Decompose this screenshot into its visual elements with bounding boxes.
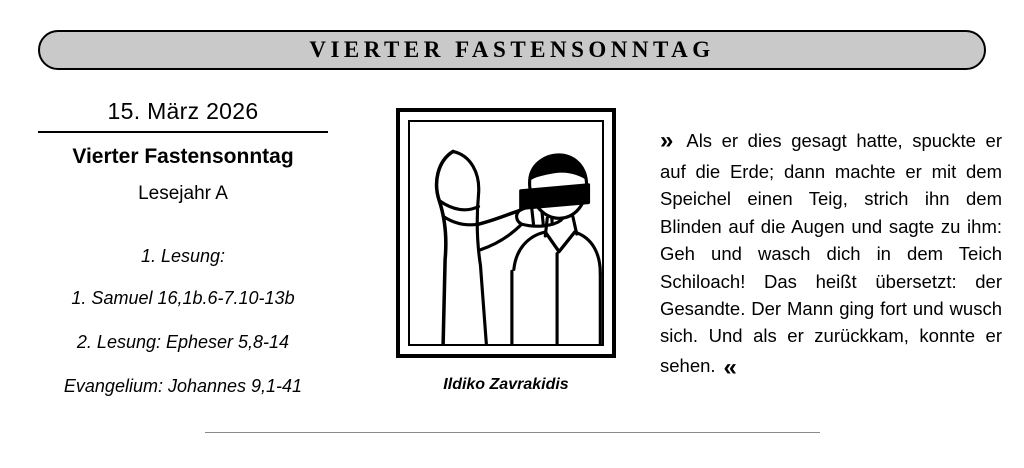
footer-divider [205,432,820,433]
quote-open-mark: » [660,126,673,154]
reading-first-label: 1. Lesung: [140,246,226,266]
gospel-body: Als er dies gesagt hatte, spuckte er auf die Erde; dann machte er mit dem Speichel einen Teig, strich ihn dem Blinden auf die Augen und sagte zu ihm: Geh und wasch dich in dem Teich Schiloach! Das heißt übersetzt: der Gesandte. Der Mann ging fort und wusch sich. Und als er zurückkam, konnte er sehen. [660,129,1002,376]
date-label: 15. März 2026 [107,98,259,124]
reading-first-ref: 1. Samuel 16,1b.6-7.10-13b [71,288,295,309]
artwork-block [396,108,616,394]
feast-name: Vierter Fastensonntag [72,145,294,168]
divider-under-date [38,131,328,133]
page-header-banner [38,30,986,70]
reading-second: 2. Lesung: Epheser 5,8-14 [76,332,290,353]
jesus-healing-blind-man-icon [408,120,604,346]
artwork-frame [396,108,616,358]
artwork-caption: Ildiko Zavrakidis [443,376,569,393]
info-column [38,98,328,417]
lectionary-year: Lesejahr A [138,183,228,204]
page-title: VIERTER FASTENSONNTAG [309,37,715,62]
quote-close-mark: « [723,353,736,381]
reading-gospel: Evangelium: Johannes 9,1-41 [63,376,303,397]
gospel-text [660,123,1002,386]
gospel-quote-block [660,104,1002,404]
